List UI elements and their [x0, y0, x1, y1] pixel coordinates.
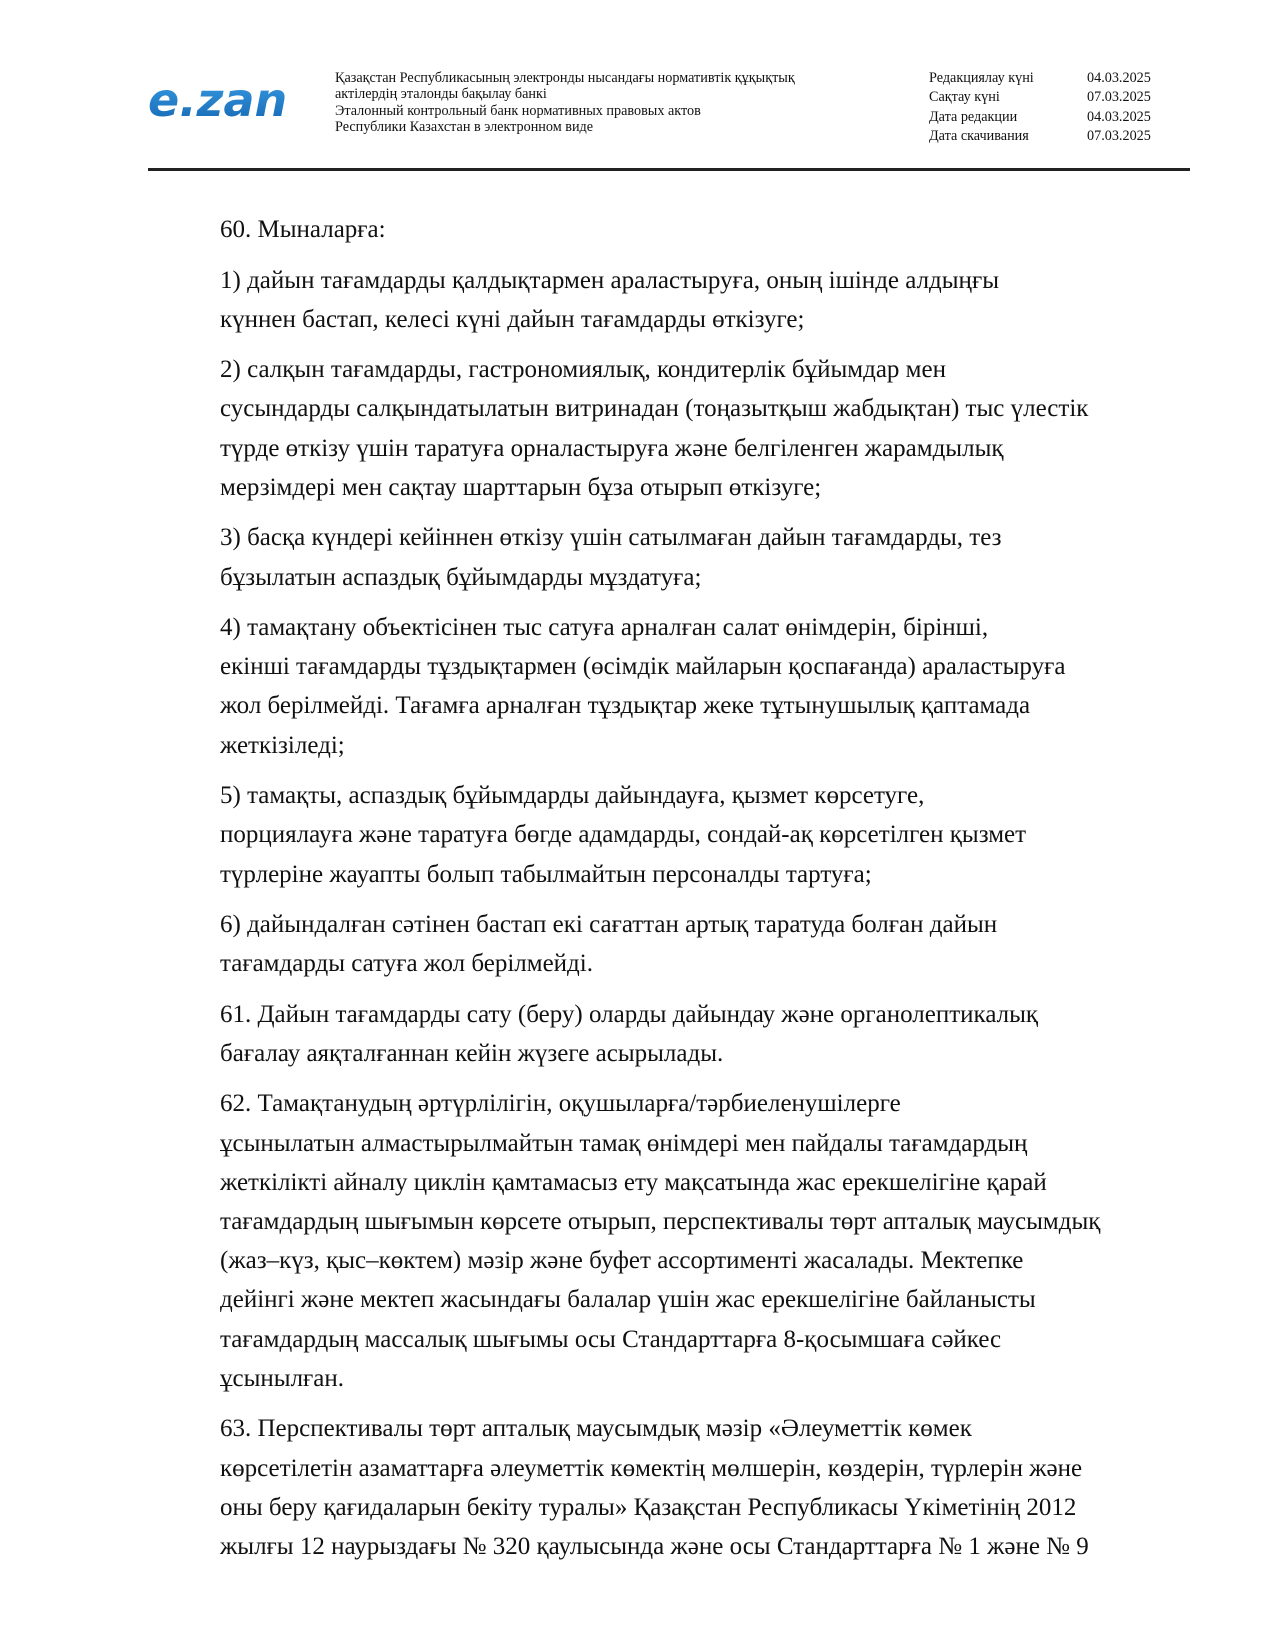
paragraph-line: 62. Тамақтанудың әртүрлілігін, оқушыларға/тәрбиеленушілерге — [220, 1090, 901, 1118]
meta-row-save-date-kz — [929, 88, 1190, 107]
paragraph-line: оны беру қағидаларын бекіту туралы» Қазақстан Республикасы Үкіметінің 2012 — [220, 1493, 1077, 1521]
ezan-logo-text: e.zan — [148, 73, 288, 127]
paragraph-line: жеткілікті айналу циклін қамтамасыз ету мақсатында жас ерекшелігіне қарай — [220, 1168, 1047, 1196]
paragraph-line: 6) дайындалған сәтінен бастап екі сағаттан артық таратуда болған дайын — [220, 911, 998, 939]
paragraph-line: тағамдардың массалық шығымы осы Стандарттарға 8-қосымшаға сәйкес — [220, 1325, 1002, 1353]
ezan-logo — [148, 70, 308, 134]
paragraph-line: 1) дайын тағамдарды қалдықтармен араластыруға, оның ішінде алдыңғы — [220, 266, 999, 294]
paragraph-line: сусындарды салқындатылатын витринадан (тоңазытқыш жабдықтан) тыс үлестік — [220, 395, 1089, 423]
paragraph-line: 60. Мыналарға: — [220, 216, 386, 243]
paragraph — [148, 261, 1190, 339]
paragraph-line: бағалау аяқталғаннан кейін жүзеге асырылады. — [220, 1039, 724, 1067]
ezan-logo-icon — [148, 70, 308, 134]
paragraph-line: 5) тамақты, аспаздық бұйымдарды дайындауға, қызмет көрсетуге, — [220, 782, 925, 810]
source-line: актілердің эталонды бақылау банкі — [335, 86, 547, 103]
paragraph-line: екінші тағамдарды тұздықтармен (өсімдік майларын қоспағанда) араластыруға — [220, 653, 1066, 681]
paragraph — [148, 905, 1190, 983]
paragraph — [148, 210, 1190, 249]
meta-row-edit-date-kz — [929, 69, 1190, 88]
meta-value: 04.03.2025 — [1087, 108, 1151, 125]
paragraph-line: жол берілмейді. Тағамға арналған тұздықтар жеке тұтынушылық қаптамада — [220, 692, 1031, 720]
paragraph-line: 3) басқа күндері кейіннен өткізу үшін сатылмаған дайын тағамдарды, тез — [220, 524, 1002, 552]
paragraph — [148, 518, 1190, 596]
meta-row-download-date-ru — [929, 127, 1190, 146]
paragraph-line: күннен бастап, келесі күні дайын тағамдарды өткізуге; — [220, 305, 805, 333]
source-line: Қазақстан Республикасының электронды нысандағы нормативтік құқықтық — [335, 70, 795, 86]
paragraph-line: 4) тамақтану объектісінен тыс сатуға арналған салат өнімдерін, бірінші, — [220, 614, 989, 642]
meta-label: Дата редакции — [929, 108, 1018, 125]
paragraph-line: ұсынылатын алмастырылмайтын тамақ өнімдері мен пайдалы тағамдардың — [220, 1129, 1028, 1157]
source-info — [335, 70, 895, 136]
paragraph-line: дейінгі және мектеп жасындағы балалар үшін жас ерекшелігіне байланысты — [220, 1286, 1036, 1314]
paragraph-line: (жаз–күз, қыс–көктем) мәзір және буфет ассортименті жасалады. Мектепке — [220, 1247, 1024, 1275]
meta-value: 04.03.2025 — [1087, 70, 1151, 86]
header-divider — [148, 168, 1190, 171]
paragraph-line: тағамдардың шығымын көрсете отырып, перспективалы төрт апталық маусымдық — [220, 1208, 1101, 1236]
paragraph-line: көрсетілетін азаматтарға әлеуметтік көмектің мөлшерін, көздерін, түрлерін және — [220, 1454, 1083, 1482]
paragraph-line: түрлеріне жауапты болып табылмайтын персоналды тартуға; — [220, 860, 872, 888]
paragraph-line: жылғы 12 наурыздағы № 320 қаулысында және осы Стандарттарға № 1 және № 9 — [220, 1532, 1089, 1560]
paragraph — [148, 1409, 1190, 1566]
paragraph — [148, 776, 1190, 894]
meta-label: Сақтау күні — [929, 89, 1000, 106]
paragraph-line: тағамдарды сатуға жол берілмейді. — [220, 950, 593, 978]
paragraph-line: ұсынылған. — [220, 1364, 345, 1392]
paragraph-line: 61. Дайын тағамдарды сату (беру) оларды дайындау және органолептикалық — [220, 1000, 1039, 1028]
paragraph-line: түрде өткізу үшін таратуға орналастыруға және белгіленген жарамдылық — [220, 434, 1004, 462]
meta-value: 07.03.2025 — [1087, 127, 1151, 144]
paragraph-line: порциялауға және таратуға бөгде адамдарды, сондай-ақ көрсетілген қызмет — [220, 821, 1027, 849]
meta-label: Редакциялау күні — [929, 70, 1034, 86]
paragraph-line: 63. Перспективалы төрт апталық маусымдық мәзір «Әлеуметтік көмек — [220, 1415, 972, 1443]
paragraph-line: мерзімдері мен сақтау шарттарын бұза отырып өткізуге; — [220, 473, 822, 501]
source-line: Эталонный контрольный банк нормативных правовых актов — [335, 102, 701, 119]
meta-value: 07.03.2025 — [1087, 89, 1151, 106]
paragraph-line: жеткізіледі; — [220, 731, 345, 759]
paragraph — [148, 1084, 1190, 1398]
meta-label: Дата скачивания — [929, 127, 1029, 144]
source-line: Республики Казахстан в электронном виде — [335, 119, 594, 136]
paragraph-line: 2) салқын тағамдарды, гастрономиялық, кондитерлік бұйымдар мен — [220, 356, 946, 384]
paragraph — [148, 608, 1190, 765]
document-body — [148, 210, 1190, 1577]
paragraph-line: бұзылатын аспаздық бұйымдарды мұздатуға; — [220, 563, 702, 591]
document-header — [148, 64, 1190, 168]
document-dates — [929, 69, 1190, 146]
paragraph — [148, 350, 1190, 507]
paragraph — [148, 995, 1190, 1073]
meta-row-edit-date-ru — [929, 108, 1190, 127]
